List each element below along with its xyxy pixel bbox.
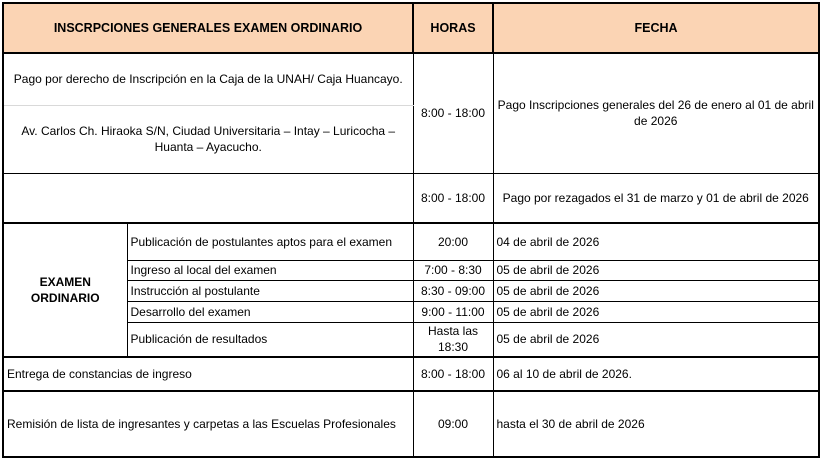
header-activity: INSCRPCIONES GENERALES EXAMEN ORDINARIO [3,3,413,53]
exam-date: 04 de abril de 2026 [493,223,819,260]
table-row [3,391,819,457]
exam-date: 05 de abril de 2026 [493,322,819,357]
certificates-text: Entrega de constancias de ingreso [3,357,413,391]
header-hours: HORAS [413,3,493,53]
table-row [3,173,819,223]
late-text [3,173,413,223]
table-row [3,223,819,260]
exam-activity: Publicación de postulantes aptos para el examen [127,223,413,260]
certificates-date: 06 al 10 de abril de 2026. [493,357,819,391]
certificates-hours: 8:00 - 18:00 [413,357,493,391]
exam-activity: Desarrollo del examen [127,301,413,322]
payment-hours: 8:00 - 18:00 [413,53,493,173]
remission-text: Remisión de lista de ingresantes y carpetas a las Escuelas Profesionales [3,391,413,457]
exam-activity: Ingreso al local del examen [127,260,413,280]
table-row [3,357,819,391]
exam-date: 05 de abril de 2026 [493,301,819,322]
exam-hours: 7:00 - 8:30 [413,260,493,280]
exam-activity: Instrucción al postulante [127,280,413,301]
exam-hours: Hasta las 18:30 [413,322,493,357]
header-row [3,3,819,53]
exam-activity: Publicación de resultados [127,322,413,357]
exam-hours: 8:30 - 09:00 [413,280,493,301]
payment-date: Pago Inscripciones generales del 26 de enero al 01 de abril de 2026 [493,53,819,173]
payment-text: Pago por derecho de Inscripción en la Caja de la UNAH/ Caja Huancayo. [3,53,413,105]
exam-date: 05 de abril de 2026 [493,260,819,280]
exam-hours: 20:00 [413,223,493,260]
schedule-table [2,2,820,458]
header-date: FECHA [493,3,819,53]
exam-date: 05 de abril de 2026 [493,280,819,301]
payment-address: Av. Carlos Ch. Hiraoka S/N, Ciudad Universitaria – Intay – Luricocha – Huanta – Ayacucho. [3,105,413,173]
late-date: Pago por rezagados el 31 de marzo y 01 de abril de 2026 [493,173,819,223]
table-row [3,53,819,105]
exam-group-label: EXAMEN ORDINARIO [3,223,127,357]
remission-date: hasta el 30 de abril de 2026 [493,391,819,457]
exam-hours: 9:00 - 11:00 [413,301,493,322]
remission-hours: 09:00 [413,391,493,457]
late-hours: 8:00 - 18:00 [413,173,493,223]
